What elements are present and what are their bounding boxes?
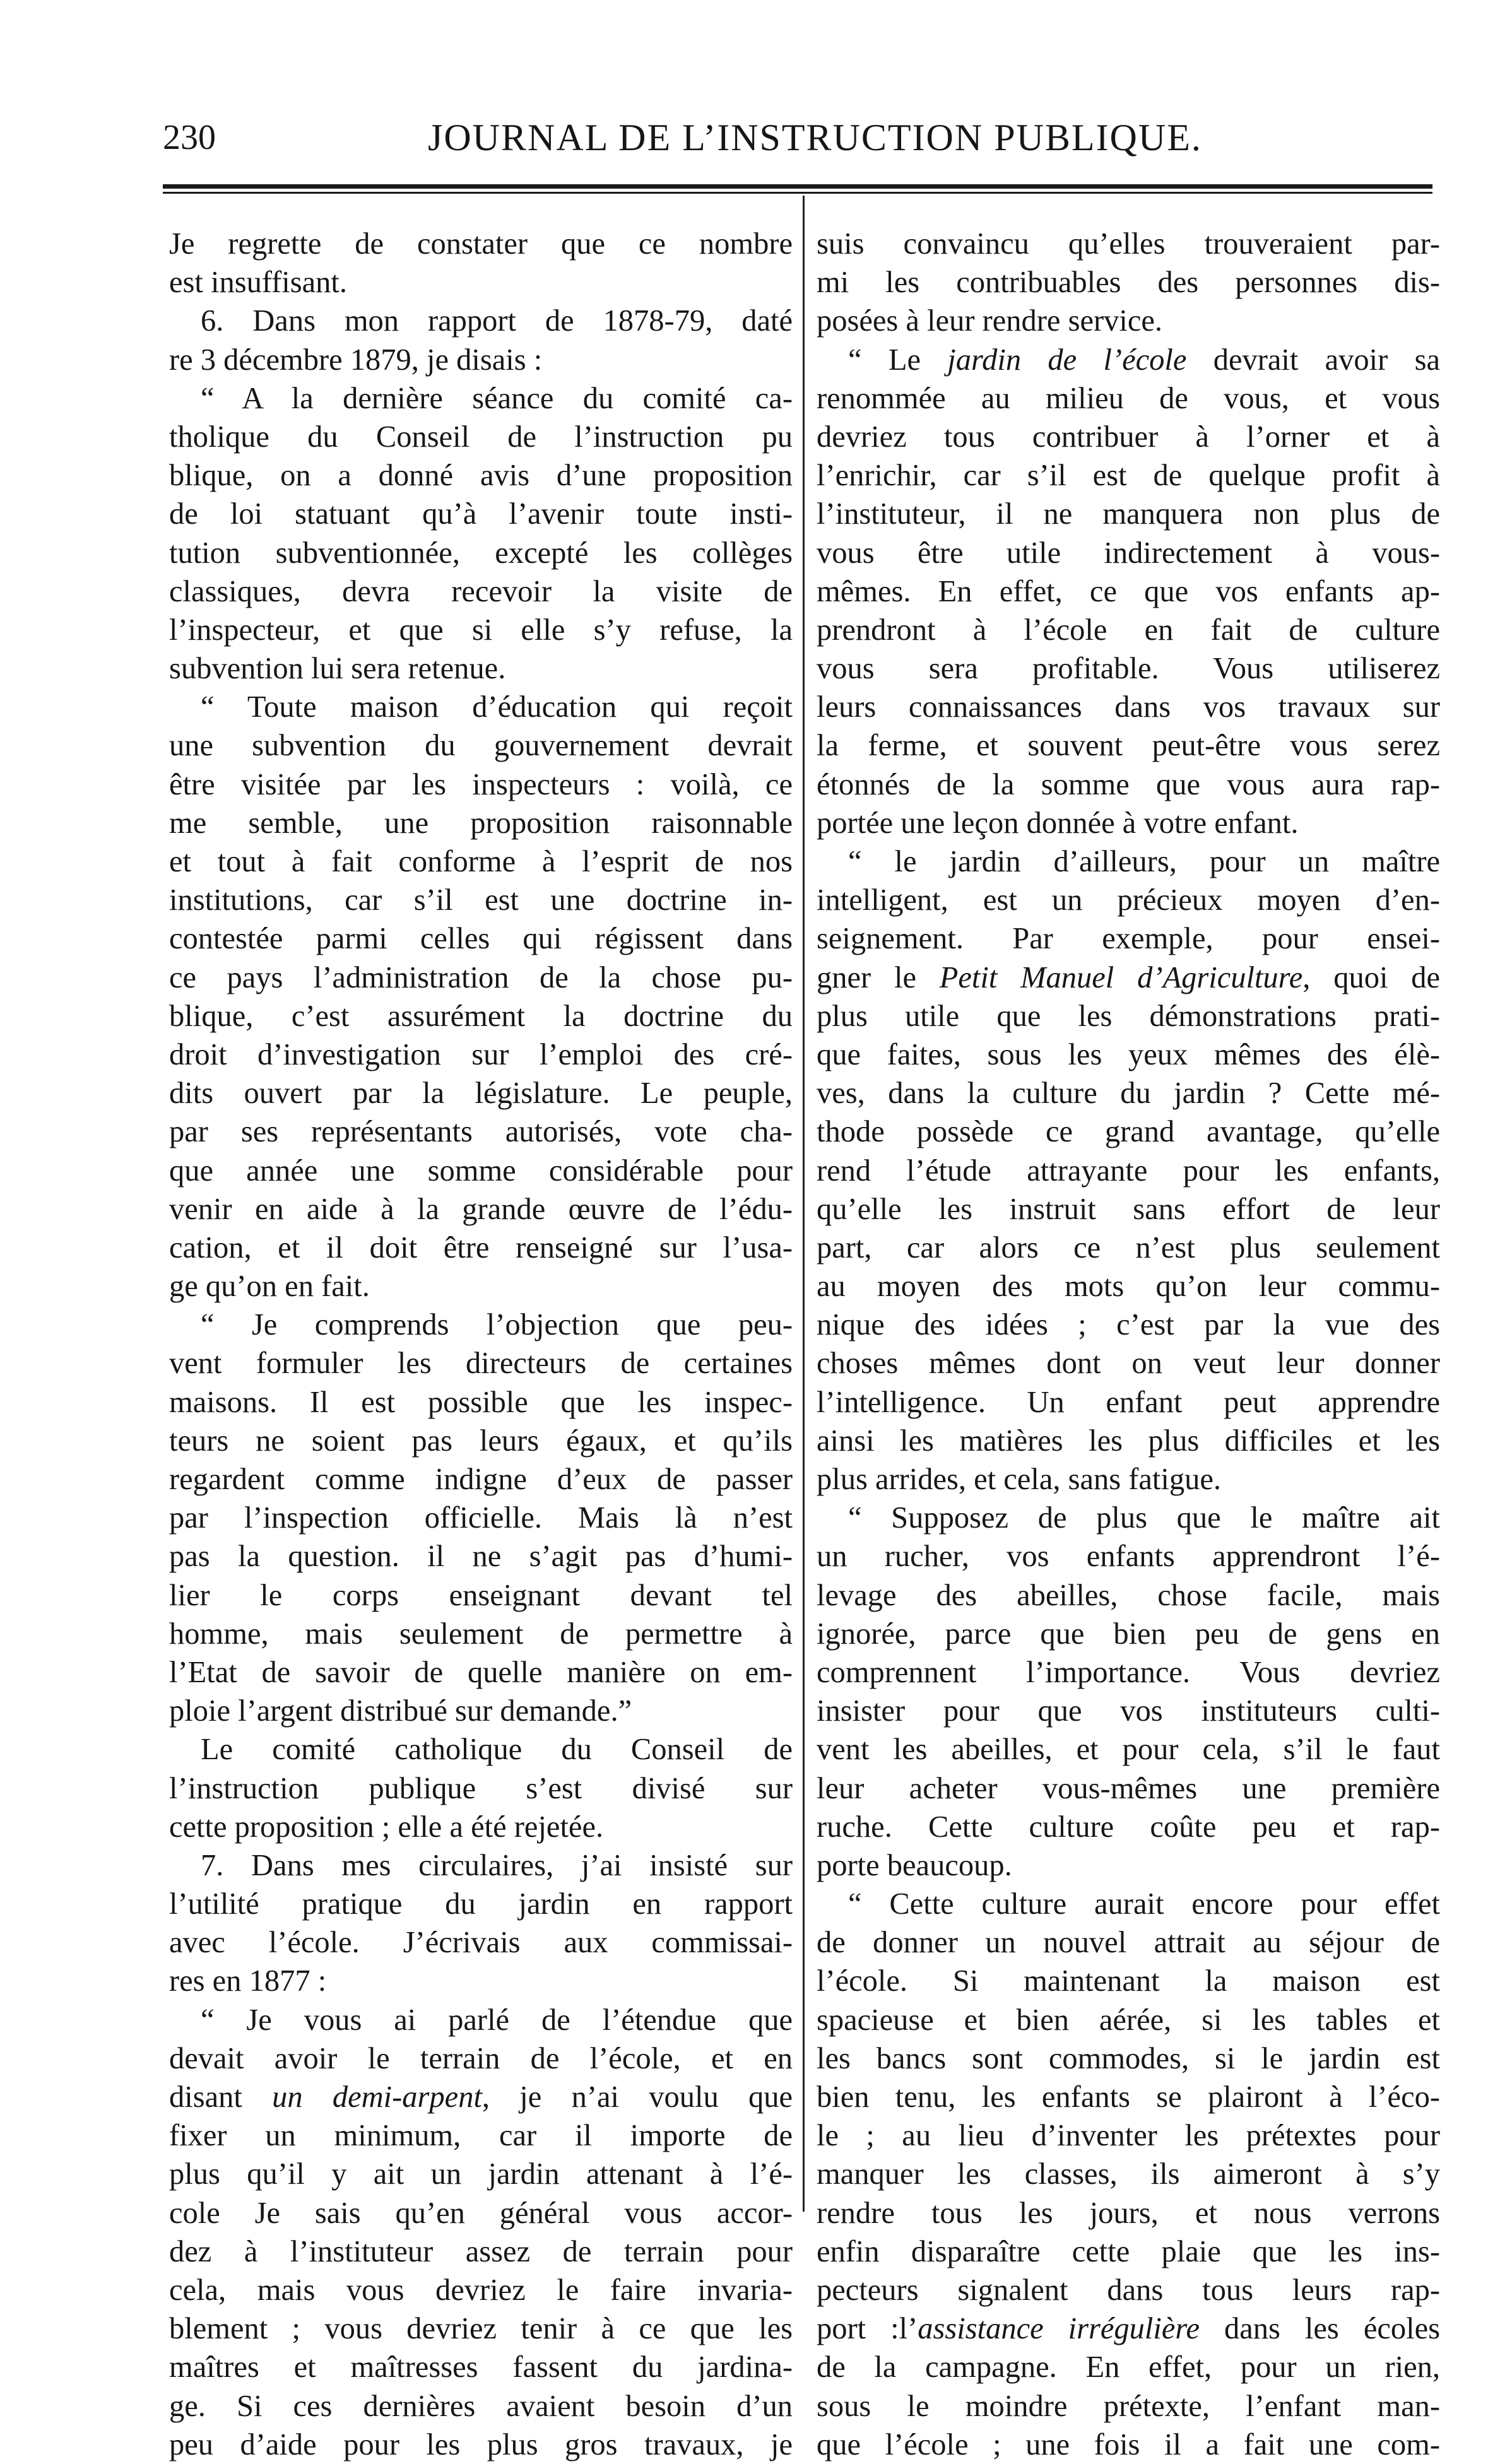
text-line: mêmes. En effet, ce que vos enfants ap- [817,574,1440,608]
text-line: que faites, sous les yeux mêmes des élè- [817,1037,1440,1071]
text-line: blement ; vous devriez tenir à ce que les [169,2312,793,2346]
text-line: “ Le jardin de l’école devrait avoir sa [848,343,1441,377]
text-line: par l’inspection officielle. Mais là n’est [169,1501,793,1535]
text-line: thode possède ce grand avantage, qu’elle [817,1115,1440,1149]
text-line: blique, on a donné avis d’une proposition [169,459,793,493]
text-line: par ses représentants autorisés, vote cha- [169,1115,793,1149]
text-line: étonnés de la somme que vous aura rap- [817,767,1440,801]
text-line: devait avoir le terrain de l’école, et en [169,2041,793,2075]
text-line: sous le moindre prétexte, l’enfant man- [817,2389,1440,2423]
text-line: “ Cette culture aurait encore pour effet [848,1887,1440,1921]
text-line: plus qu’il y ait un jardin attenant à l’é- [169,2157,793,2191]
text-line: plus arrides, et cela, sans fatigue. [817,1463,1222,1496]
left-column [169,225,793,2464]
text-line: re 3 décembre 1879, je disais : [169,343,543,377]
text-line: lier le corps enseignant devant tel [169,1578,793,1612]
text-line: “ Je vous ai parlé de l’étendue que [201,2003,793,2037]
text-line: intelligent, est un précieux moyen d’en- [817,883,1440,917]
text-line: homme, mais seulement de permettre à [169,1617,793,1651]
text-line: rend l’étude attrayante pour les enfants, [817,1153,1440,1188]
text-line: manquer les classes, ils aimeront à s’y [817,2157,1440,2191]
text-line: peu d’aide pour les plus gros travaux, je [169,2427,793,2461]
text-line: que année une somme considérable pour [169,1153,793,1188]
text-line: leur acheter vous-mêmes une première [817,1771,1440,1805]
text-line: insister pour que vos instituteurs culti- [817,1694,1440,1728]
header-rule-thin [163,192,1432,194]
text-line: cole Je sais qu’en général vous accor- [169,2196,793,2230]
text-line: leurs connaissances dans vos travaux sur [817,690,1440,724]
text-line: pecteurs signalent dans tous leurs rap- [817,2273,1440,2307]
text-line: un rucher, vos enfants apprendront l’é- [817,1540,1440,1574]
text-line: Je regrette de constater que ce nombre [169,227,793,261]
text-line: ge. Si ces dernières avaient besoin d’un [169,2389,793,2423]
text-line: “ Supposez de plus que le maître ait [848,1501,1440,1535]
text-line: regardent comme indigne d’eux de passer [169,1463,793,1496]
right-column [817,225,1440,2464]
text-line: “ le jardin d’ailleurs, pour un maître [848,845,1440,878]
text-line: suis convaincu qu’elles trouveraient par- [817,227,1440,261]
text-line: levage des abeilles, chose facile, mais [817,1578,1440,1612]
text-line: renommée au milieu de vous, et vous [817,381,1440,415]
text-line: prendront à l’école en fait de culture [817,613,1440,647]
text-line: “ A la dernière séance du comité ca- [201,381,793,415]
text-line: institutions, car s’il est une doctrine in- [169,883,793,917]
text-line: res en 1877 : [169,1964,327,1998]
text-line: l’instituteur, il ne manquera non plus de [817,497,1440,531]
text-line: le ; au lieu d’inventer les prétextes pour [817,2119,1440,2153]
text-line: de loi statuant qu’à l’avenir toute insti- [169,497,793,531]
text-line: ge qu’on en fait. [169,1270,370,1304]
text-line: porte beaucoup. [817,1848,1012,1882]
text-line: au moyen des mots qu’on leur commu- [817,1270,1440,1304]
text-line: l’Etat de savoir de quelle manière on em- [169,1655,793,1689]
text-line: qu’elle les instruit sans effort de leur [817,1192,1440,1226]
text-line: ainsi les matières les plus difficiles et les [817,1424,1440,1458]
text-line: gner le Petit Manuel d’Agriculture, quoi de [817,960,1440,994]
text-line: plus utile que les démonstrations prati- [817,999,1440,1033]
text-line: ves, dans la culture du jardin ? Cette mé- [817,1076,1440,1111]
text-line: me semble, une proposition raisonnable [169,806,793,840]
text-line: l’enrichir, car s’il est de quelque profit à [817,459,1440,493]
text-line: cation, et il doit être renseigné sur l’usa- [169,1230,793,1264]
text-line: disant un demi-arpent, je n’ai voulu que [169,2080,793,2114]
text-line: 7. Dans mes circulaires, j’ai insisté sur [201,1848,793,1882]
text-line: ruche. Cette culture coûte peu et rap- [817,1810,1440,1844]
text-line: une subvention du gouvernement devrait [169,729,793,763]
running-title: JOURNAL DE L’INSTRUCTION PUBLIQUE. [428,117,1202,158]
text-line: cette proposition ; elle a été rejetée. [169,1810,604,1844]
text-line: spacieuse et bien aérée, si les tables et [817,2003,1440,2037]
column-divider [803,196,805,2212]
text-line: l’école. Si maintenant la maison est [817,1964,1440,1998]
text-line: ignorée, parce que bien peu de gens en [817,1617,1440,1651]
text-line: dits ouvert par la législature. Le peuple, [169,1076,793,1111]
text-line: nique des idées ; c’est par la vue des [817,1308,1440,1342]
text-line: dez à l’instituteur assez de terrain pour [169,2234,793,2268]
text-line: comprennent l’importance. Vous devriez [817,1655,1440,1689]
text-line: seignement. Par exemple, pour ensei- [817,922,1440,956]
text-line: Le comité catholique du Conseil de [201,1733,793,1767]
text-line: l’instruction publique s’est divisé sur [169,1771,793,1805]
text-line: l’utilité pratique du jardin en rapport [169,1887,793,1921]
text-line: l’intelligence. Un enfant peut apprendre [817,1385,1440,1419]
text-line: pas la question. il ne s’agit pas d’humi- [169,1540,793,1574]
text-line: choses mêmes dont on veut leur donner [817,1347,1440,1381]
text-line: part, car alors ce n’est plus seulement [817,1230,1440,1264]
text-line: les bancs sont commodes, si le jardin est [817,2041,1440,2075]
page-header [163,101,1432,170]
text-line: portée une leçon donnée à votre enfant. [817,806,1299,840]
text-line: enfin disparaître cette plaie que les ins- [817,2234,1440,2268]
text-line: la ferme, et souvent peut-être vous serez [817,729,1440,763]
text-line: vent formuler les directeurs de certaines [169,1347,793,1381]
header-rule-thick [163,184,1432,189]
text-line: tholique du Conseil de l’instruction pu [169,420,793,454]
text-line: subvention lui sera retenue. [169,652,506,686]
text-line: vent les abeilles, et pour cela, s’il le faut [817,1733,1440,1767]
text-line: posées à leur rendre service. [817,304,1163,338]
text-line: fixer un minimum, car il importe de [169,2119,793,2153]
page-number: 230 [163,118,216,157]
text-line: rendre tous les jours, et nous verrons [817,2196,1440,2230]
text-line: 6. Dans mon rapport de 1878-79, daté [201,304,793,338]
text-line: maîtres et maîtresses fassent du jardina- [169,2350,793,2384]
text-line: avec l’école. J’écrivais aux commissai- [169,1926,793,1960]
text-line: venir en aide à la grande œuvre de l’édu- [169,1192,793,1226]
text-line: que l’école ; une fois il a fait une com- [817,2427,1440,2461]
text-line: vous sera profitable. Vous utiliserez [817,652,1440,686]
text-line: “ Je comprends l’objection que peu- [201,1308,793,1342]
text-line: droit d’investigation sur l’emploi des cré- [169,1037,793,1071]
text-line: classiques, devra recevoir la visite de [169,574,793,608]
text-line: tution subventionnée, excepté les collèges [169,536,793,570]
text-line: maisons. Il est possible que les inspec- [169,1385,793,1419]
text-line: l’inspecteur, et que si elle s’y refuse, la [169,613,793,647]
text-line: “ Toute maison d’éducation qui reçoit [201,690,793,724]
text-line: contestée parmi celles qui régissent dans [169,922,793,956]
text-line: teurs ne soient pas leurs égaux, et qu’ils [169,1424,793,1458]
text-line: blique, c’est assurément la doctrine du [169,999,793,1033]
text-line: bien tenu, les enfants se plairont à l’éco- [817,2080,1440,2114]
text-line: ploie l’argent distribué sur demande.” [169,1694,632,1728]
text-line: être visitée par les inspecteurs : voilà, ce [169,767,793,801]
text-line: port :l’assistance irrégulière dans les écoles [817,2312,1440,2346]
text-line: mi les contribuables des personnes dis- [817,266,1440,300]
text-line: et tout à fait conforme à l’esprit de nos [169,845,793,878]
text-line: de donner un nouvel attrait au séjour de [817,1926,1440,1960]
text-line: de la campagne. En effet, pour un rien, [817,2350,1440,2384]
text-line: est insuffisant. [169,266,348,300]
text-line: vous être utile indirectement à vous- [817,536,1440,570]
text-line: ce pays l’administration de la chose pu- [169,960,793,994]
text-line: cela, mais vous devriez le faire invaria- [169,2273,793,2307]
text-line: devriez tous contribuer à l’orner et à [817,420,1440,454]
